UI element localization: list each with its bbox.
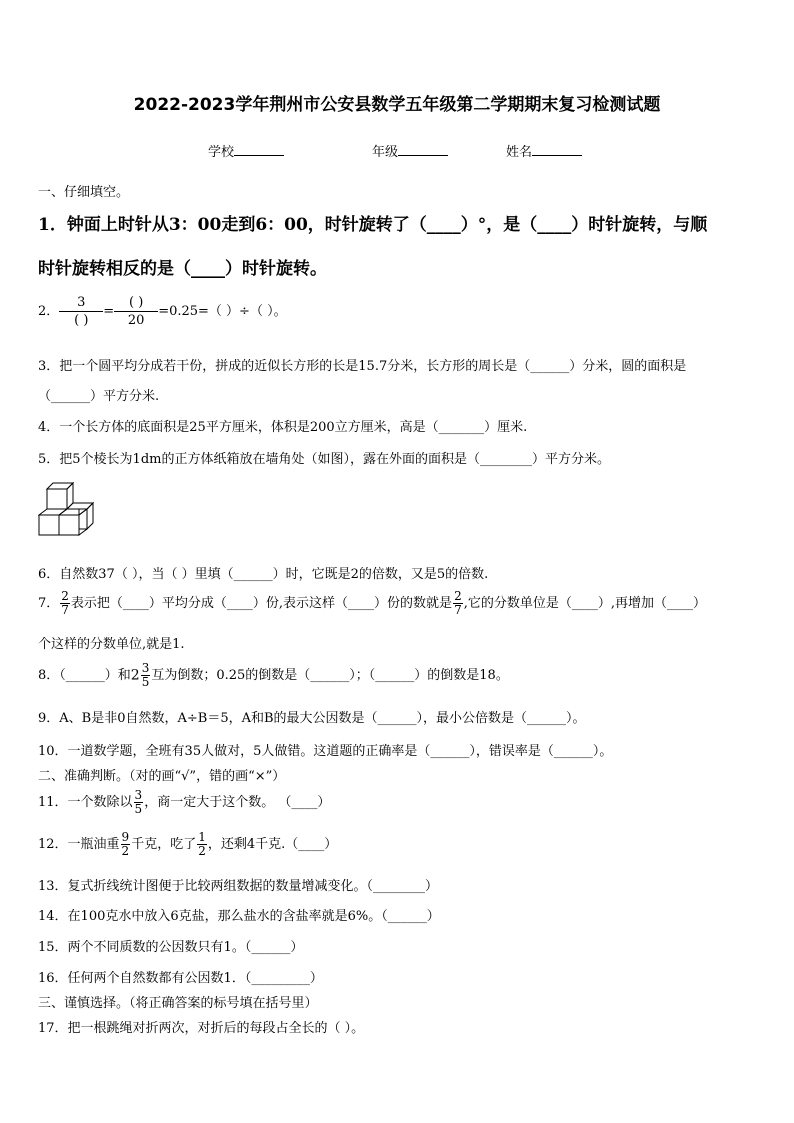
grade-label: 年级 xyxy=(372,145,399,160)
question-text: ,它的分数单位是（____）,再增加（____） xyxy=(463,596,706,611)
fraction xyxy=(141,662,151,689)
school-field xyxy=(208,141,284,160)
page-title: 2022-2023学年荆州市公安县数学五年级第二学期期末复习检测试题 xyxy=(133,95,661,115)
question-text: =0.25=（ ）÷（ ）。 xyxy=(158,304,287,319)
grade-field xyxy=(372,141,448,160)
question-4: 4．一个长方体的底面积是25平方厘米，体积是200立方厘米，高是（_______）厘米. xyxy=(38,420,528,435)
question-12 xyxy=(38,831,337,858)
question-11 xyxy=(38,789,330,816)
name-blank[interactable] xyxy=(532,142,582,156)
denominator: 7 xyxy=(61,603,69,617)
equals-sign: = xyxy=(103,304,115,319)
numerator: 9 xyxy=(121,830,130,844)
question-text: 12．一瓶油重 xyxy=(38,837,120,852)
question-text: 11．一个数除以 xyxy=(38,795,133,810)
question-16: 16．任何两个自然数都有公因数1．（_________） xyxy=(38,971,323,986)
question-7-line-1 xyxy=(38,590,706,617)
numerator: 3 xyxy=(134,788,143,802)
question-6: 6．自然数37（ ），当（ ）里填（______）时，它既是2的倍数，又是5的倍数. xyxy=(38,567,489,582)
question-number: 7． xyxy=(38,596,60,611)
numerator: 2 xyxy=(61,589,69,603)
school-label: 学校 xyxy=(208,145,235,160)
section-heading-2: 二、准确判断。（对的画“√”，错的画“×”） xyxy=(38,769,286,784)
fraction xyxy=(114,294,158,329)
whole-number: 2 xyxy=(130,667,140,684)
question-text: 千克，吃了 xyxy=(131,837,197,852)
question-7-line-2: 个这样的分数单位,就是1. xyxy=(38,637,185,652)
question-3-line-2: （______）平方分米. xyxy=(38,389,160,404)
name-label: 姓名 xyxy=(506,145,533,160)
question-5: 5．把5个棱长为1dm的正方体纸箱放在墙角处（如图），露在外面的面积是（________）平方分米。 xyxy=(38,452,610,467)
fraction xyxy=(60,590,70,617)
numerator: 3 xyxy=(141,661,150,675)
fraction xyxy=(121,831,131,858)
question-13: 13．复式折线统计图便于比较两组数据的数量增减变化。（________） xyxy=(38,879,439,894)
question-text: ，商一定大于这个数。 （____） xyxy=(144,795,331,810)
section-heading-3: 三、谨慎选择。（将正确答案的标号填在括号里） xyxy=(38,996,318,1011)
denominator: 7 xyxy=(454,603,462,617)
numerator: ( ) xyxy=(114,294,158,312)
question-10: 10．一道数学题，全班有35人做对，5人做错。这道题的正确率是（______），错误率是（______）。 xyxy=(38,744,613,759)
question-text: ，还剩4千克.（____） xyxy=(207,837,338,852)
question-text: 互为倒数；0.25的倒数是（______）；（______）的倒数是18。 xyxy=(151,668,509,683)
question-2 xyxy=(38,294,287,329)
numerator: 1 xyxy=(198,830,206,844)
denominator: 2 xyxy=(198,844,206,858)
fraction xyxy=(134,789,144,816)
denominator: 20 xyxy=(127,313,145,328)
question-1-line-2: 时针旋转相反的是（____）时针旋转。 xyxy=(38,259,327,279)
question-14: 14．在100克水中放入6克盐，那么盐水的含盐率就是6%。（______） xyxy=(38,909,440,924)
numerator: 2 xyxy=(454,589,462,603)
denominator: 2 xyxy=(121,844,130,858)
fraction xyxy=(453,590,463,617)
question-text: 8．（______）和 xyxy=(38,668,131,683)
name-field xyxy=(506,141,582,160)
cube-stack-figure xyxy=(38,480,102,542)
denominator: ( ) xyxy=(74,313,89,328)
fraction xyxy=(197,831,207,858)
question-15: 15．两个不同质数的公因数只有1。（______） xyxy=(38,940,304,955)
school-blank[interactable] xyxy=(234,142,284,156)
grade-blank[interactable] xyxy=(398,142,448,156)
question-text: 表示把（____）平均分成（____）份,表示这样（____）份的数就是 xyxy=(70,596,453,611)
denominator: 5 xyxy=(141,675,150,689)
question-1-line-1: 1．钟面上时针从3：00走到6：00，时针旋转了（____）°，是（____）时针旋转，与顺 xyxy=(38,215,708,235)
section-heading-1: 一、仔细填空。 xyxy=(38,185,130,200)
question-3-line-1: 3．把一个圆平均分成若干份，拼成的近似长方形的长是15.7分米，长方形的周长是（______）分米，圆的面积是 xyxy=(38,359,687,374)
question-9: 9．A、B是非0自然数，A÷B＝5，A和B的最大公因数是（______），最小公倍数是（______）。 xyxy=(38,711,586,726)
question-17: 17．把一根跳绳对折两次，对折后的每段占全长的（ ）。 xyxy=(38,1021,365,1036)
question-number: 2． xyxy=(38,304,60,319)
numerator: 3 xyxy=(59,294,103,312)
fraction xyxy=(59,294,103,329)
denominator: 5 xyxy=(134,802,143,816)
question-8 xyxy=(38,662,509,689)
